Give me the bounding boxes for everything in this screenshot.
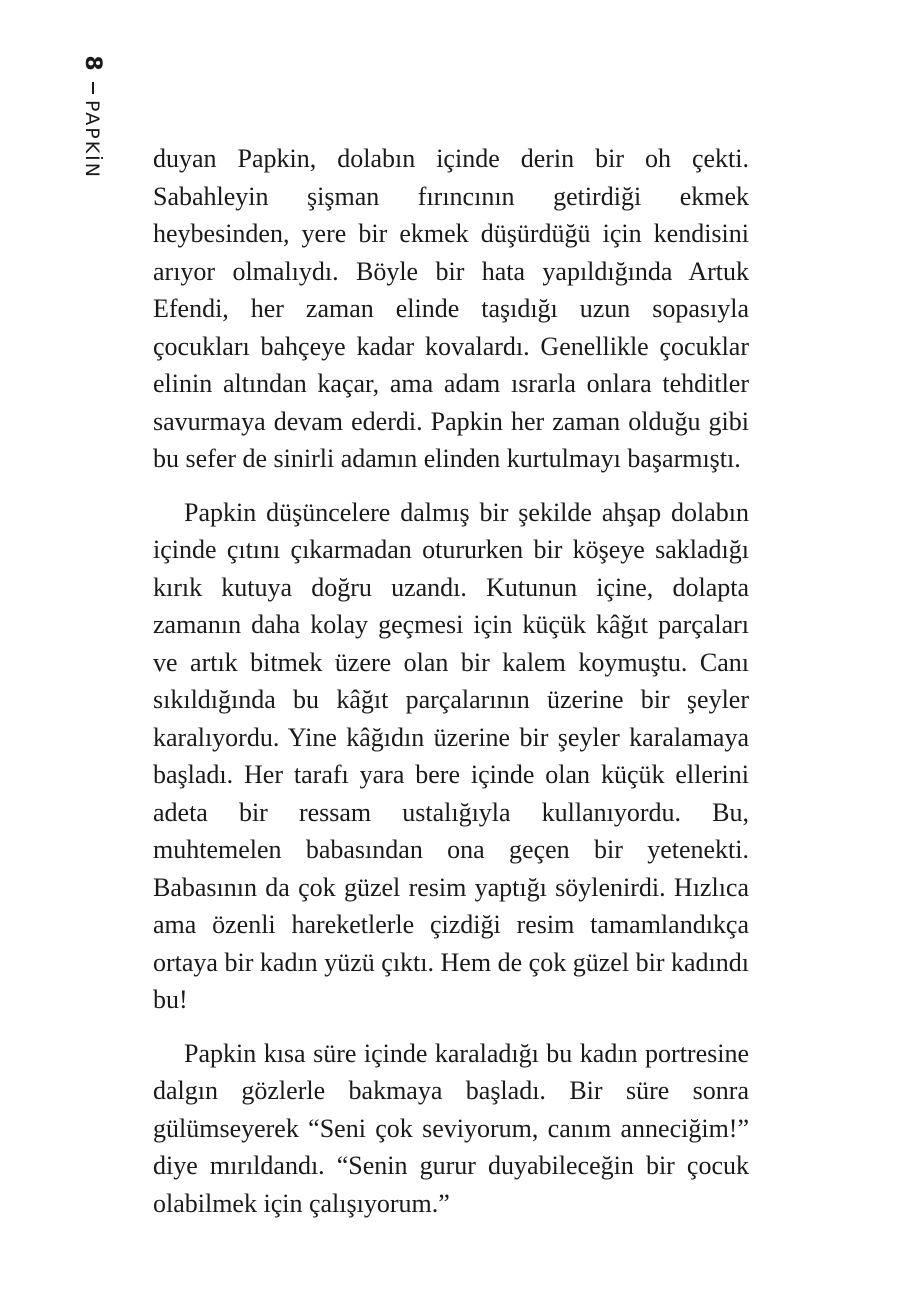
paragraph: Papkin düşüncelere dalmış bir şekilde ahşap dolabın içinde çıtını çıkarmadan otururken bir köşeye sakladığı kırık kutuya doğru uzandı. Kutunun içine, dolapta zamanın daha kolay geçmesi için küçük kâğıt parçaları ve artık bitmek üzere olan bir kalem koymuştu. Canı sıkıldığında bu kâğıt parçalarının üzerine bir şeyler karalıyordu. Yine kâğıdın üzerine bir şeyler karalamaya başladı. Her tarafı yara bere içinde olan küçük ellerini adeta bir ressam ustalığıyla kullanıyordu. Bu, muhtemelen babasından ona geçen bir yetenekti. Babasının da çok güzel resim yaptığı söylenirdi. Hızlıca ama özenli hareketlerle çizdiği resim tamamlandıkça ortaya bir kadın yüzü çıktı. Hem de çok güzel bir kadındı bu! [153,497,749,1014]
paragraph: Papkin kısa süre içinde karaladığı bu kadın portresine dalgın gözlerle bakmaya başladı. Bir süre sonra gülümseyerek “Seni çok seviyorum, canım anneciğim!” diye mırıldandı. “Senin gurur duyabileceğin bir çocuk olabilmek için çalışıyorum.” [153,1038,749,1218]
book-title: PAPKİN [81,100,103,179]
page-number: 8 [80,55,105,71]
paragraph: duyan Papkin, dolabın içinde derin bir oh çekti. Sabahleyin şişman fırıncının getirdiği ekmek heybesinden, yere bir ekmek düşürdüğü için kendisini arıyor olmalıydı. Böyle bir hata yapıldığında Artuk Efendi, her zaman elinde taşıdığı uzun sopasıyla çocukları bahçeye kadar kovalardı. Genellikle çocuklar elinin altından kaçar, ama adam ısrarla onlara tehditler savurmaya devam ederdi. Papkin her zaman olduğu gibi bu sefer de sinirli adamın elinden kurtulmayı başarmıştı. [153,144,749,473]
running-head [72,52,112,192]
body-text [153,140,749,1222]
running-head-divider [92,82,94,94]
